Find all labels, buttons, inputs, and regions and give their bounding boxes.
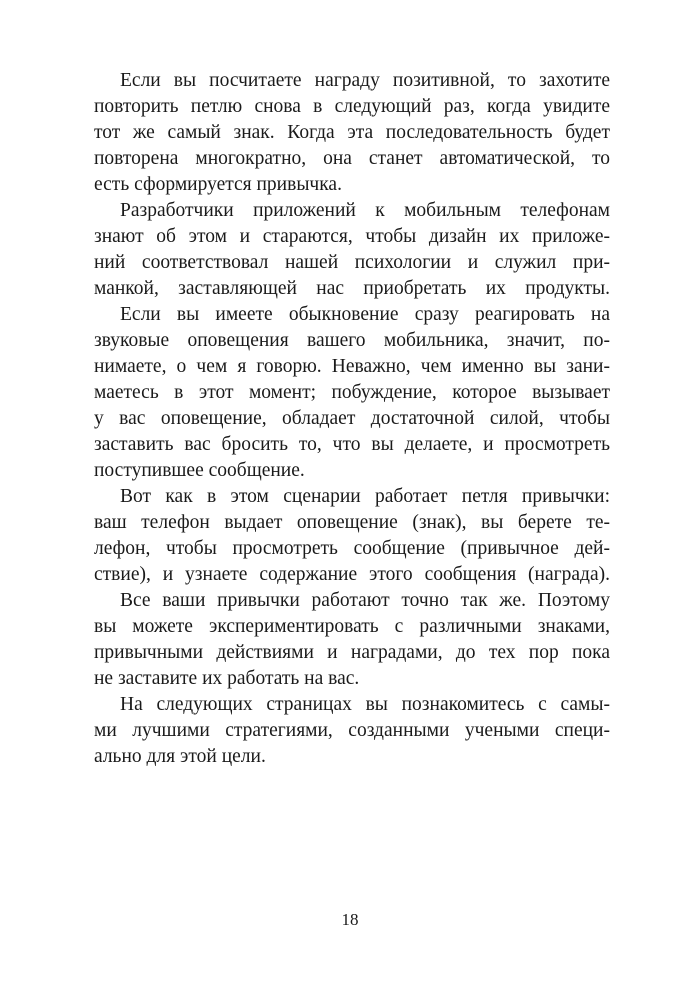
text-line: есть сформируется привычка. [94, 174, 342, 195]
paragraph-5 [94, 588, 610, 692]
text-line: ствие), и узнаете содержание этого сообщения (награда). [94, 564, 610, 585]
text-line: Вот как в этом сценарии работает петля привычки: [120, 486, 610, 507]
text-line: Разработчики приложений к мобильным телефонам [120, 200, 610, 221]
text-line: знают об этом и стараются, чтобы дизайн их приложе- [94, 226, 610, 247]
text-line: не заставите их работать на вас. [94, 668, 360, 689]
text-line: лефон, чтобы просмотреть сообщение (привычное дей- [94, 538, 610, 559]
body-text [94, 68, 610, 770]
text-line: повторена многократно, она станет автоматической, то [94, 148, 610, 169]
paragraph-4 [94, 484, 610, 588]
text-line: ально для этой цели. [94, 746, 266, 767]
paragraph-2 [94, 198, 610, 302]
text-line: На следующих страницах вы познакомитесь с самы- [120, 694, 610, 715]
text-line: ми лучшими стратегиями, созданными учеными специ- [94, 720, 610, 741]
paragraph-3 [94, 302, 610, 484]
text-line: нимаете, о чем я говорю. Неважно, чем именно вы зани- [94, 356, 610, 377]
text-line: манкой, заставляющей нас приобретать их продукты. [94, 278, 610, 299]
paragraph-6 [94, 692, 610, 770]
text-line: Если вы посчитаете награду позитивной, то захотите [120, 70, 610, 91]
text-line: повторить петлю снова в следующий раз, когда увидите [94, 96, 610, 117]
text-line: звуковые оповещения вашего мобильника, значит, по- [94, 330, 610, 351]
text-line: Все ваши привычки работают точно так же. Поэтому [120, 590, 610, 611]
text-line: ваш телефон выдает оповещение (знак), вы берете те- [94, 512, 610, 533]
paragraph-1 [94, 68, 610, 198]
page-number: 18 [341, 910, 359, 929]
text-line: привычными действиями и наградами, до тех пор пока [94, 642, 610, 663]
text-line: поступившее сообщение. [94, 460, 305, 481]
text-line: у вас оповещение, обладает достаточной силой, чтобы [94, 408, 610, 429]
text-line: вы можете экспериментировать с различными знаками, [94, 616, 610, 637]
text-line: тот же самый знак. Когда эта последовательность будет [94, 122, 610, 143]
text-line: Если вы имеете обыкновение сразу реагировать на [120, 304, 610, 325]
text-line: ний соответствовал нашей психологии и служил при- [94, 252, 610, 273]
text-line: маетесь в этот момент; побуждение, которое вызывает [94, 382, 610, 403]
text-line: заставить вас бросить то, что вы делаете, и просмотреть [94, 434, 610, 455]
